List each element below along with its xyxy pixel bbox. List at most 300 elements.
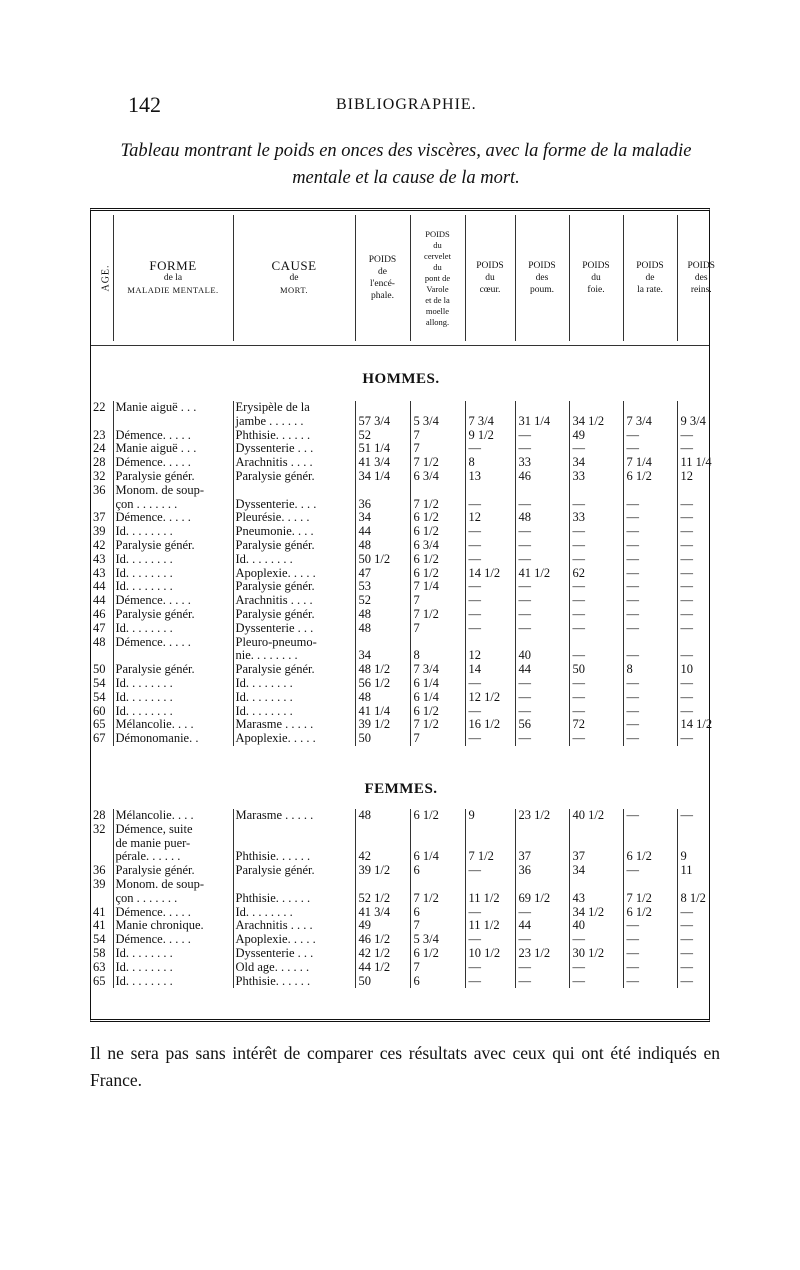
cell-reins: — [677,732,725,746]
cell-coeur: — [465,580,515,594]
cell-age: 50 [93,663,106,677]
cell-cause: Phthisie. . . . . . [233,429,355,443]
cell-age: 32 [93,469,106,483]
cell-cervelet: 7 1/2 [410,718,465,732]
cell-cause: Paralysie génér. [233,580,355,594]
cell-coeur: 12 [465,511,515,525]
table-row [91,718,725,732]
cell-poumons: — [515,691,569,705]
table-row [91,663,725,677]
cell-foie: — [569,539,623,553]
cell-age: 63 [93,960,106,974]
cell-forme: Démence. . . . . [113,906,233,920]
cell-coeur: — [465,484,515,512]
cell-forme: Paralysie génér. [113,663,233,677]
cell-forme: Manie chronique. [113,919,233,933]
cell-coeur: — [465,864,515,878]
cell-rate: — [623,919,677,933]
cell-cause: Id. . . . . . . . [233,553,355,567]
cell-encephale: 42 [355,823,410,864]
cell-rate: — [623,864,677,878]
cell-cervelet: 7 [410,961,465,975]
cell-coeur: 7 1/2 [465,823,515,864]
table-row [91,470,725,484]
cell-poumons: 33 [515,456,569,470]
cell-foie: 34 [569,456,623,470]
cell-foie: — [569,732,623,746]
cell-encephale: 51 1/4 [355,442,410,456]
cell-age: 41 [93,919,106,933]
cell-coeur: — [465,539,515,553]
col-age: AGE. [100,264,112,292]
cell-age: 41 [93,905,106,919]
cell-encephale: 41 1/4 [355,705,410,719]
table-row [91,691,725,705]
cell-poumons: — [515,732,569,746]
table-row [91,622,725,636]
cell-forme: Manie aiguë . . . [113,442,233,456]
cell-cervelet: 6 [410,975,465,989]
cell-forme: Id. . . . . . . . [113,691,233,705]
cell-coeur: 9 [465,809,515,823]
cell-cervelet: 7 3/4 [410,663,465,677]
cell-poumons: 69 1/2 [515,878,569,906]
cell-age: 48 [93,635,106,649]
cell-cause: Id. . . . . . . . [233,906,355,920]
table-row [91,525,725,539]
cell-rate: — [623,442,677,456]
cell-cause: Dyssenterie . . . [233,947,355,961]
cell-encephale: 46 1/2 [355,933,410,947]
cell-encephale: 52 [355,429,410,443]
cell-cervelet: 6 1/2 [410,809,465,823]
cell-reins: — [677,691,725,705]
cell-forme: Mélancolie. . . . [113,809,233,823]
cell-forme: Paralysie génér. [113,608,233,622]
cell-poumons: 48 [515,511,569,525]
cell-reins: 14 1/2 [677,718,725,732]
data-table-frame [90,208,715,1022]
cell-age: 54 [93,933,106,947]
cell-foie: 30 1/2 [569,947,623,961]
cell-encephale: 50 [355,975,410,989]
cell-cause: Dyssenterie . . . [233,622,355,636]
cell-forme: Id. . . . . . . . [113,677,233,691]
cell-foie: — [569,622,623,636]
cell-reins: — [677,442,725,456]
cell-cervelet: 6 1/2 [410,525,465,539]
cell-poumons: — [515,484,569,512]
cell-cervelet: 8 [410,636,465,664]
cell-encephale: 34 [355,636,410,664]
cell-reins: — [677,594,725,608]
cell-cervelet: 6 1/2 [410,947,465,961]
cell-cervelet: 7 [410,429,465,443]
cell-cervelet: 7 1/4 [410,580,465,594]
table-row [91,442,725,456]
table-row [91,636,725,664]
cell-cervelet: 7 [410,919,465,933]
cell-encephale: 48 [355,691,410,705]
cell-forme: Démence. . . . . [113,594,233,608]
cell-cervelet: 6 1/2 [410,567,465,581]
cell-age: 47 [93,621,106,635]
cell-reins: — [677,636,725,664]
cell-cause: Paralysie génér. [233,864,355,878]
cell-encephale: 34 [355,511,410,525]
cell-poumons: 23 1/2 [515,809,569,823]
cell-coeur: 12 [465,636,515,664]
cell-cervelet: 6 1/2 [410,705,465,719]
cell-age: 46 [93,607,106,621]
cell-coeur: — [465,608,515,622]
cell-cervelet: 6 [410,906,465,920]
running-head: BIBLIOGRAPHIE. [336,96,477,113]
table-row [91,864,725,878]
cell-rate: 7 1/4 [623,456,677,470]
cell-encephale: 52 [355,594,410,608]
cell-encephale: 48 [355,539,410,553]
cell-age: 65 [93,974,106,988]
cell-age: 22 [93,401,106,414]
table-row [91,677,725,691]
cell-foie: — [569,705,623,719]
cell-coeur: 11 1/2 [465,878,515,906]
cell-reins: — [677,511,725,525]
cell-reins: — [677,525,725,539]
cell-rate: — [623,705,677,719]
cell-reins: — [677,975,725,989]
cell-reins: — [677,622,725,636]
cell-encephale: 57 3/4 [355,401,410,429]
cell-foie: 43 [569,878,623,906]
body-paragraph: Il ne sera pas sans intérêt de comparer ces résultats avec ceux qui ont été indiqués en France. [90,1043,720,1090]
cell-encephale: 39 1/2 [355,718,410,732]
cell-reins: 12 [677,470,725,484]
cell-cervelet: 7 [410,442,465,456]
cell-poumons: — [515,933,569,947]
cell-forme: Démence, suite de manie puer- pérale. . . . . . [113,823,233,864]
cell-coeur: 11 1/2 [465,919,515,933]
cell-forme: Paralysie génér. [113,539,233,553]
cell-reins: 10 [677,663,725,677]
cell-cervelet: 6 3/4 [410,539,465,553]
cell-foie: 50 [569,663,623,677]
cell-poumons: 44 [515,663,569,677]
cell-forme: Id. . . . . . . . [113,580,233,594]
cell-cause: Paralysie génér. [233,470,355,484]
cell-age: 28 [93,456,106,470]
col-foie: POIDS du foie. [569,215,623,341]
col-forme: FORME de la MALADIE MENTALE. [113,215,233,341]
cell-poumons: — [515,442,569,456]
cell-age: 32 [93,822,106,836]
cell-coeur: 14 [465,663,515,677]
cell-cause: Apoplexie. . . . . [233,933,355,947]
cell-rate: 8 [623,663,677,677]
table-row [91,539,725,553]
cell-poumons: — [515,975,569,989]
table-caption: Tableau montrant le poids en onces des viscères, avec la forme de la maladie mentale et la cause de la mort. [120,141,692,188]
cell-foie: — [569,691,623,705]
cell-cause: Apoplexie. . . . . [233,567,355,581]
cell-foie: 37 [569,823,623,864]
cell-forme: Id. . . . . . . . [113,567,233,581]
cell-reins: 9 3/4 [677,401,725,429]
table-row [91,809,725,823]
cell-age: 39 [93,877,106,891]
cell-poumons: — [515,580,569,594]
cell-poumons: 31 1/4 [515,401,569,429]
cell-reins: — [677,484,725,512]
cell-reins: — [677,567,725,581]
cell-rate: — [623,809,677,823]
cell-foie: — [569,484,623,512]
table-row [91,484,725,512]
cell-encephale: 52 1/2 [355,878,410,906]
cell-foie: 34 1/2 [569,401,623,429]
cell-coeur: — [465,933,515,947]
cell-rate: — [623,484,677,512]
table-row [91,906,725,920]
cell-encephale: 41 3/4 [355,906,410,920]
cell-forme: Démence. . . . . [113,933,233,947]
cell-cause: Id. . . . . . . . [233,677,355,691]
cell-foie: 40 [569,919,623,933]
cell-coeur: — [465,961,515,975]
cell-coeur: — [465,442,515,456]
table-row [91,456,725,470]
col-reins: POIDS des reins. [677,215,725,341]
cell-reins: 8 1/2 [677,878,725,906]
cell-encephale: 44 1/2 [355,961,410,975]
cell-rate: 7 1/2 [623,878,677,906]
table-row [91,580,725,594]
cell-reins: — [677,705,725,719]
page-header [128,92,748,120]
cell-foie: 72 [569,718,623,732]
cell-forme: Manie aiguë . . . [113,401,233,429]
cell-cervelet: 5 3/4 [410,401,465,429]
cell-coeur: — [465,677,515,691]
table-row [91,975,725,989]
cell-cervelet: 7 [410,622,465,636]
cell-age: 36 [93,864,106,878]
cell-forme: Id. . . . . . . . [113,553,233,567]
cell-foie: 49 [569,429,623,443]
cell-cause: Dyssenterie . . . [233,442,355,456]
cell-encephale: 41 3/4 [355,456,410,470]
cell-encephale: 50 [355,732,410,746]
cell-reins: 11 [677,864,725,878]
cell-rate: — [623,429,677,443]
cell-cervelet: 6 [410,864,465,878]
cell-cervelet: 6 1/4 [410,677,465,691]
cell-poumons: — [515,539,569,553]
cell-reins: — [677,933,725,947]
cell-cause: Id. . . . . . . . [233,691,355,705]
col-rate: POIDS de la rate. [623,215,677,341]
cell-coeur: 12 1/2 [465,691,515,705]
table-row [91,878,725,906]
cell-forme: Id. . . . . . . . [113,622,233,636]
cell-age: 23 [93,428,106,442]
cell-cause: Arachnitis . . . . [233,919,355,933]
col-coeur: POIDS du cœur. [465,215,515,341]
col-cause: CAUSE de MORT. [233,215,355,341]
cell-coeur: 10 1/2 [465,947,515,961]
cell-cervelet: 6 3/4 [410,470,465,484]
cell-cause: Paralysie génér. [233,663,355,677]
cell-rate: — [623,732,677,746]
cell-rate: — [623,677,677,691]
cell-poumons: — [515,906,569,920]
cell-reins: — [677,677,725,691]
cell-cervelet: 6 1/4 [410,823,465,864]
cell-foie: 62 [569,567,623,581]
cell-poumons: 46 [515,470,569,484]
cell-rate: — [623,525,677,539]
cell-poumons: — [515,677,569,691]
cell-age: 58 [93,946,106,960]
cell-rate: 7 3/4 [623,401,677,429]
hommes-table [91,401,725,746]
cell-cervelet: 7 [410,732,465,746]
cell-reins: — [677,919,725,933]
femmes-table [91,809,725,988]
cell-age: 36 [93,483,106,497]
cell-age: 54 [93,676,106,690]
cell-rate: — [623,691,677,705]
cell-rate: — [623,608,677,622]
cell-forme: Id. . . . . . . . [113,705,233,719]
cell-foie: 34 1/2 [569,906,623,920]
cell-foie: — [569,608,623,622]
cell-foie: — [569,553,623,567]
cell-poumons: — [515,525,569,539]
cell-reins: 11 1/4 [677,456,725,470]
cell-coeur: — [465,525,515,539]
cell-forme: Id. . . . . . . . [113,961,233,975]
cell-encephale: 47 [355,567,410,581]
cell-coeur: — [465,975,515,989]
section-title-femmes: FEMMES. [364,781,438,797]
cell-foie: — [569,580,623,594]
cell-foie: — [569,975,623,989]
cell-cervelet: 7 1/2 [410,608,465,622]
cell-encephale: 48 1/2 [355,663,410,677]
cell-cervelet: 7 1/2 [410,456,465,470]
cell-poumons: — [515,553,569,567]
cell-reins: — [677,809,725,823]
col-cervelet: POIDS du cervelet du pont de Varole et de la moelle allong. [410,215,465,341]
cell-cause: Pleuro-pneumo- nie. . . . . . . . [233,636,355,664]
cell-forme: Démence. . . . . [113,511,233,525]
table-row [91,401,725,429]
table-row [91,608,725,622]
cell-poumons: — [515,622,569,636]
cell-rate: — [623,961,677,975]
cell-coeur: 13 [465,470,515,484]
cell-coeur: — [465,594,515,608]
cell-coeur: 14 1/2 [465,567,515,581]
cell-rate: 6 1/2 [623,823,677,864]
cell-rate: 6 1/2 [623,906,677,920]
cell-age: 43 [93,552,106,566]
table-row [91,933,725,947]
table-row [91,961,725,975]
cell-rate: — [623,622,677,636]
cell-cervelet: 6 1/4 [410,691,465,705]
cell-reins: — [677,947,725,961]
cell-age: 42 [93,538,106,552]
page-number: 142 [128,92,161,117]
cell-reins: 9 [677,823,725,864]
cell-rate: — [623,553,677,567]
table-row [91,511,725,525]
cell-forme: Démence. . . . . [113,456,233,470]
cell-foie: 33 [569,470,623,484]
cell-cause: Paralysie génér. [233,608,355,622]
table-row [91,594,725,608]
cell-rate: — [623,718,677,732]
cell-encephale: 50 1/2 [355,553,410,567]
cell-reins: — [677,906,725,920]
cell-forme: Démence. . . . . [113,636,233,664]
table-row [91,823,725,864]
table-header [91,215,725,341]
cell-forme: Paralysie génér. [113,864,233,878]
cell-encephale: 56 1/2 [355,677,410,691]
cell-rate: — [623,594,677,608]
cell-age: 44 [93,580,106,594]
cell-poumons: 56 [515,718,569,732]
cell-cause: Old age. . . . . . [233,961,355,975]
cell-cause: Paralysie génér. [233,539,355,553]
section-title-hommes: HOMMES. [362,371,440,387]
cell-cause: Marasme . . . . . [233,809,355,823]
cell-rate: — [623,511,677,525]
cell-age: 24 [93,442,106,456]
cell-encephale: 42 1/2 [355,947,410,961]
cell-coeur: — [465,622,515,636]
cell-rate: — [623,975,677,989]
cell-coeur: 16 1/2 [465,718,515,732]
cell-cause: Arachnitis . . . . [233,456,355,470]
table-row [91,732,725,746]
cell-coeur: — [465,553,515,567]
cell-cause: Id. . . . . . . . [233,705,355,719]
cell-coeur: 9 1/2 [465,429,515,443]
table-row [91,705,725,719]
cell-forme: Id. . . . . . . . [113,947,233,961]
cell-foie: — [569,594,623,608]
cell-age: 54 [93,690,106,704]
cell-encephale: 44 [355,525,410,539]
cell-age: 44 [93,594,106,608]
cell-rate: — [623,580,677,594]
cell-cause: Pneumonie. . . . [233,525,355,539]
cell-coeur: 8 [465,456,515,470]
cell-forme: Démonomanie. . [113,732,233,746]
cell-poumons: 41 1/2 [515,567,569,581]
header-rule [91,345,709,346]
cell-cause: Pleurésie. . . . . [233,511,355,525]
cell-age: 43 [93,566,106,580]
cell-poumons: 40 [515,636,569,664]
cell-encephale: 36 [355,484,410,512]
cell-poumons: — [515,594,569,608]
